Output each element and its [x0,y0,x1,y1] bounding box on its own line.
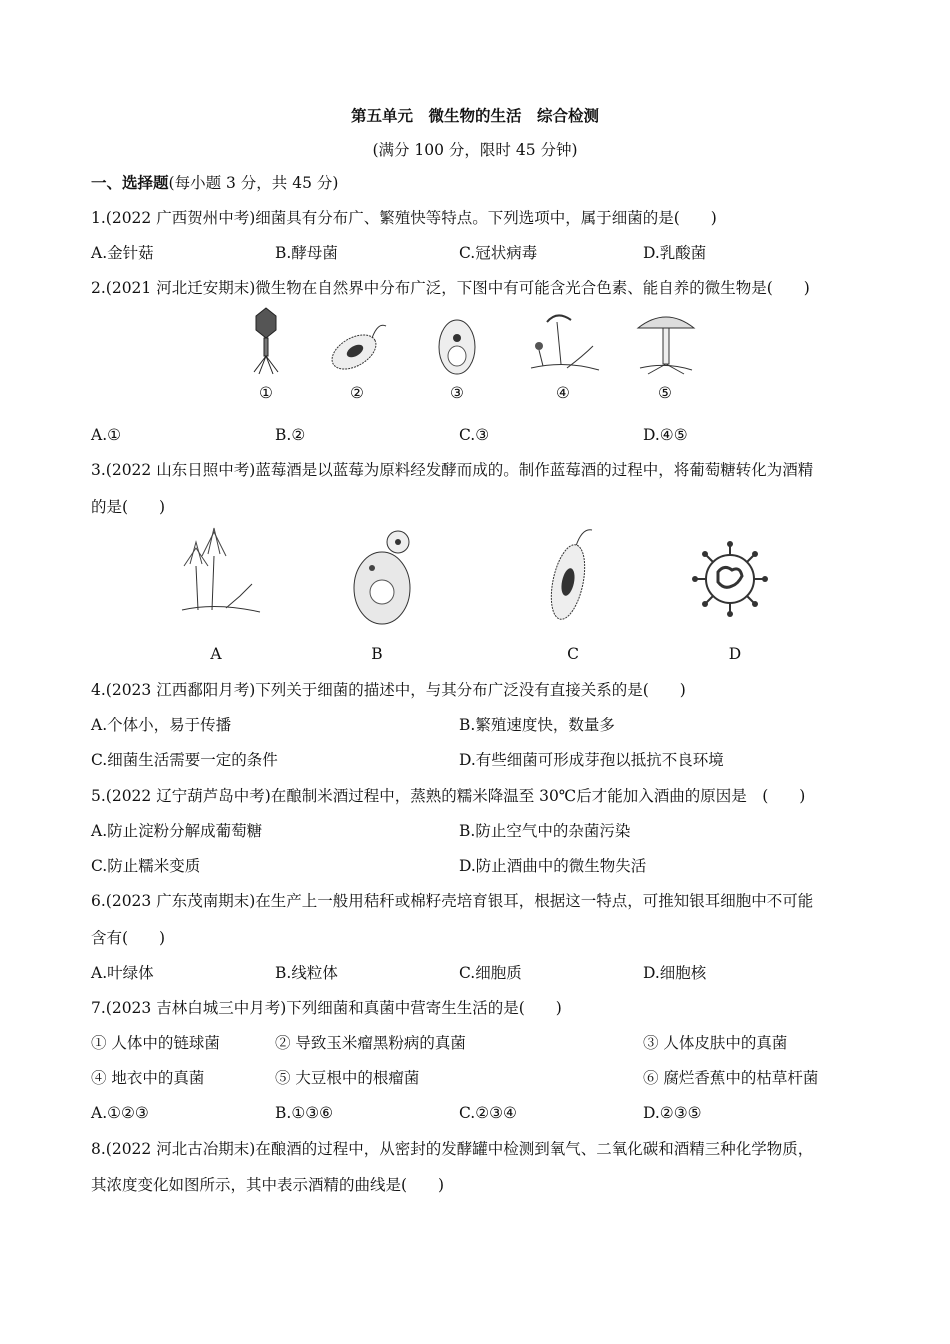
q6-option-d[interactable]: D.细胞核 [643,964,707,982]
question-7-stem: 7.(2023 吉林白城三中月考)下列细菌和真菌中营寄生生活的是( ) [91,999,562,1017]
q7-item-4: ④ 地衣中的真菌 [91,1069,205,1087]
q7-item-6: ⑥ 腐烂香蕉中的枯草杆菌 [643,1069,819,1087]
q7-option-c[interactable]: C.②③④ [459,1104,517,1122]
section-heading-note: (每小题 3 分，共 45 分) [168,174,339,192]
question-1-stem: 1.(2022 广西贺州中考)细菌具有分布广、繁殖快等特点。下列选项中，属于细菌的是( ) [91,209,717,227]
question-3-stem-line1: 3.(2022 山东日照中考)蓝莓酒是以蓝莓为原料经发酵而成的。制作蓝莓酒的过程中，将葡萄糖转化为酒精 [91,461,814,479]
q3-figure-label-c: C [567,645,579,663]
section-heading [91,173,338,193]
section-heading-label: 一、选择题 [91,173,169,192]
q7-item-1: ① 人体中的链球菌 [91,1034,220,1052]
page-subtitle: (满分 100 分，限时 45 分钟) [372,141,578,159]
q5-option-d[interactable]: D.防止酒曲中的微生物失活 [459,857,647,875]
q7-option-b[interactable]: B.①③⑥ [275,1104,334,1122]
question-4-stem: 4.(2023 江西鄱阳月考)下列关于细菌的描述中，与其分布广泛没有直接关系的是( ) [91,681,686,699]
q2-option-a[interactable]: A.① [91,426,122,444]
q2-option-b[interactable]: B.② [275,426,306,444]
q2-option-c[interactable]: C.③ [459,426,490,444]
q3-figure-label-d: D [728,645,742,663]
q7-option-a[interactable]: A.①②③ [91,1104,149,1122]
q7-item-3: ③ 人体皮肤中的真菌 [643,1034,788,1052]
q4-option-c[interactable]: C.细菌生活需要一定的条件 [91,751,278,769]
q7-item-5: ⑤ 大豆根中的根瘤菌 [275,1069,420,1087]
question-2-stem: 2.(2021 河北迁安期末)微生物在自然界中分布广泛，下图中有可能含光合色素、能自养的微生物是( ) [91,279,810,297]
q7-item-2: ② 导致玉米瘤黑粉病的真菌 [275,1034,466,1052]
q5-option-a[interactable]: A.防止淀粉分解成葡萄糖 [91,822,263,840]
coronavirus-image [688,540,772,618]
mold-image [527,312,603,376]
question-8-stem-line1: 8.(2022 河北古冶期末)在酿酒的过程中，从密封的发酵罐中检测到氧气、二氧化碳和酒精三种化学物质， [91,1140,814,1158]
q6-option-c[interactable]: C.细胞质 [459,964,522,982]
q6-option-a[interactable]: A.叶绿体 [91,964,154,982]
q2-figure-label-5: ⑤ [658,384,672,402]
q2-option-d[interactable]: D.④⑤ [643,426,688,444]
q2-figure-label-2: ② [350,384,364,402]
rod-bacterium-image [546,526,596,624]
bacterium-image [328,318,388,374]
q4-option-d[interactable]: D.有些细菌可形成芽孢以抵抗不良环境 [459,751,724,769]
q3-figure-label-a: A [210,645,222,663]
q1-option-b[interactable]: B.酵母菌 [275,244,338,262]
q5-option-c[interactable]: C.防止糯米变质 [91,857,201,875]
q6-option-b[interactable]: B.线粒体 [275,964,338,982]
yeast-cell-image [437,318,477,376]
q1-option-d[interactable]: D.乳酸菌 [643,244,707,262]
question-5-stem: 5.(2022 辽宁葫芦岛中考)在酿制米酒过程中，蒸熟的糯米降温至 30℃后才能加入酒曲的原因是 ( ) [91,787,806,805]
question-8-stem-line2: 其浓度变化如图所示，其中表示酒精的曲线是( ) [91,1176,445,1194]
q1-option-a[interactable]: A.金针菇 [91,244,154,262]
q4-option-b[interactable]: B.繁殖速度快，数量多 [459,716,615,734]
q3-figure-label-b: B [371,645,383,663]
question-3-stem-line2: 的是( ) [91,498,166,516]
q7-option-d[interactable]: D.②③⑤ [643,1104,702,1122]
bacteriophage-image [250,306,282,378]
q5-option-b[interactable]: B.防止空气中的杂菌污染 [459,822,631,840]
q1-option-c[interactable]: C.冠状病毒 [459,244,538,262]
penicillium-image [176,526,262,618]
yeast-budding-image [352,528,414,626]
question-6-stem-line1: 6.(2023 广东茂南期末)在生产上一般用秸秆或棉籽壳培育银耳，根据这一特点，可推知银耳细胞中不可能 [91,892,814,910]
q2-figure-label-4: ④ [556,384,570,402]
q4-option-a[interactable]: A.个体小，易于传播 [91,716,232,734]
page-title: 第五单元 微生物的生活 综合检测 [350,106,599,125]
q2-figure-label-3: ③ [450,384,464,402]
mushroom-image [634,308,698,376]
q2-figure-label-1: ① [259,384,273,402]
question-6-stem-line2: 含有( ) [91,929,166,947]
